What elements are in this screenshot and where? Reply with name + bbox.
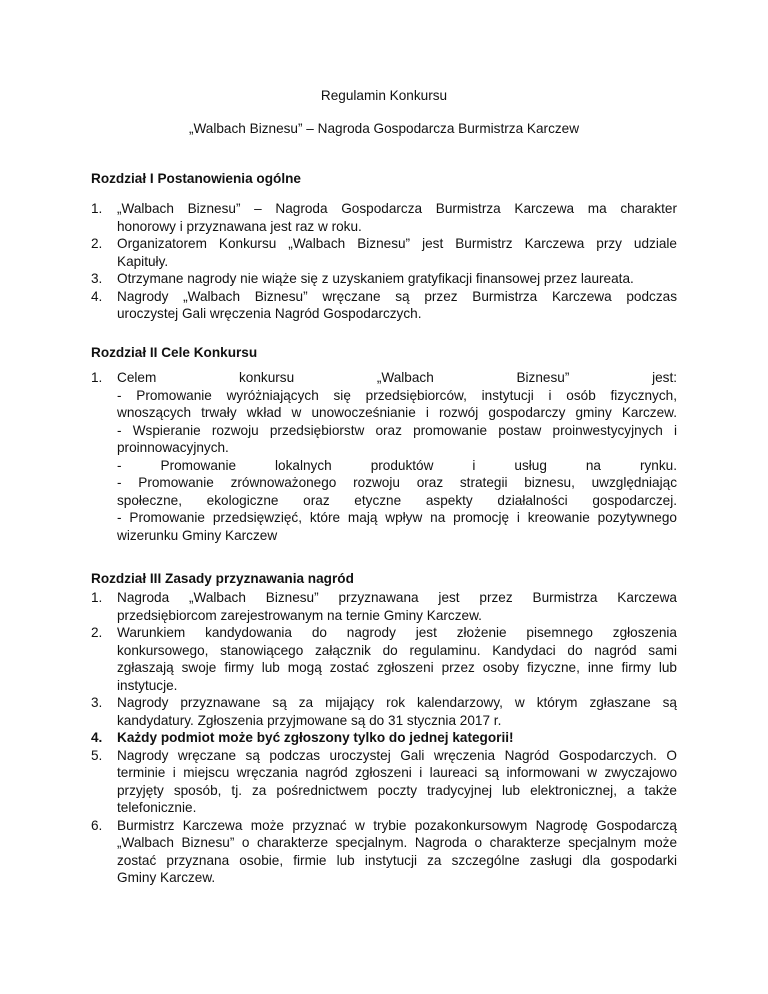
- list-item: [91, 817, 677, 887]
- chapter-heading: Rozdział II Cele Konkursu: [91, 345, 258, 360]
- list-item-line: telefonicznie.: [117, 800, 197, 815]
- list-item-line: zostać przyznana osobie, firmie lub instytucji za szczególne zasługi dla gospodarki: [117, 852, 677, 868]
- list-item-line: Burmistrz Karczewa może przyznać w trybie pozakonkursowym Nagrodę Gospodarczą: [117, 817, 677, 833]
- list-item-line: kandydatury. Zgłoszenia przyjmowane są do 31 stycznia 2017 r.: [117, 712, 502, 728]
- chapter-list: [91, 200, 677, 323]
- chapter-list: [91, 589, 677, 887]
- list-item-line: - Promowanie lokalnych produktów i usług na rynku.: [117, 457, 677, 473]
- list-item-line: Nagrody przyznawane są za mijający rok kalendarzowy, w którym zgłaszane są: [117, 695, 677, 710]
- list-item-line: społeczne, ekologiczne oraz etyczne aspekty działalności gospodarczej.: [117, 492, 677, 508]
- list-item: [91, 624, 677, 694]
- list-item-line: wizerunku Gminy Karczew: [117, 527, 278, 543]
- list-item-line: wnoszących trwały wkład w unowocześnianie i rozwój gospodarczy gminy Karczew.: [117, 405, 677, 420]
- list-item-line: - Wspieranie rozwoju przedsiębiorstw oraz promowanie postaw proinwestycyjnych i: [117, 422, 677, 438]
- list-item-line: Nagrody wręczane są podczas uroczystej Gali wręczenia Nagród Gospodarczych. O: [117, 747, 677, 763]
- chapter-heading: Rozdział III Zasady przyznawania nagród: [91, 571, 354, 586]
- list-item-number: 1.: [91, 370, 103, 385]
- list-item-line: „Walbach Biznesu” o charakterze specjalnym. Nagroda o charakterze specjalnym może: [117, 835, 677, 850]
- list-item-line: proinnowacyjnych.: [117, 440, 229, 455]
- list-item-line: instytucje.: [117, 677, 178, 693]
- list-item-line: - Promowanie wyróżniających się przedsiębiorców, instytucji i osób fizycznych,: [117, 387, 677, 403]
- list-item-line: Nagrody „Walbach Biznesu” wręczane są przez Burmistrza Karczewa podczas: [117, 288, 677, 304]
- list-item: [91, 694, 677, 729]
- document-title: Regulamin Konkursu: [320, 88, 448, 103]
- list-item: [91, 369, 677, 544]
- list-item-number: 4.: [91, 288, 103, 304]
- list-item-number: 4.: [91, 730, 103, 745]
- list-item-line: przedsiębiorcom zarejestrowanym na ternie Gminy Karczew.: [117, 607, 482, 623]
- list-item-line: terminie i miejscu wręczania nagród zgłoszeni i laureaci są informowani w zwyczajowo: [117, 765, 677, 780]
- list-item-line: konkursowego, stanowiącego załącznik do regulaminu. Kandydaci do nagród sami: [117, 642, 677, 658]
- chapter-list: [91, 369, 677, 544]
- list-item-line: Kapituły.: [117, 253, 169, 269]
- list-item-line: Organizatorem Konkursu „Walbach Biznesu” jest Burmistrz Karczewa przy udziale: [117, 236, 677, 251]
- list-item-number: 3.: [91, 271, 103, 286]
- list-item-number: 3.: [91, 695, 103, 710]
- list-item: [91, 270, 677, 288]
- list-item-line: uroczystej Gali wręczenia Nagród Gospodarczych.: [117, 306, 422, 321]
- chapter-heading: Rozdział I Postanowienia ogólne: [91, 171, 301, 186]
- list-item: [91, 200, 677, 235]
- list-item-line: przyjęty sposób, tj. za pośrednictwem poczty tradycyjnej lub elektronicznej, a także: [117, 782, 677, 798]
- list-item-line: Celem konkursu „Walbach Biznesu” jest:: [117, 370, 677, 385]
- list-item-line: Otrzymane nagrody nie wiąże się z uzyskaniem gratyfikacji finansowej przez laureata.: [117, 271, 634, 286]
- list-item-line: Nagroda „Walbach Biznesu” przyznawana jest przez Burmistrza Karczewa: [117, 590, 677, 605]
- list-item-line: honorowy i przyznawana jest raz w roku.: [117, 218, 362, 234]
- list-item-line: zgłaszają swoje firmy lub mogą zostać zgłoszeni przez osoby fizyczne, inne firmy lub: [117, 660, 677, 675]
- list-item-number: 2.: [91, 625, 103, 640]
- list-item-number: 1.: [91, 201, 103, 216]
- list-item: [91, 747, 677, 817]
- list-item: [91, 729, 677, 747]
- list-item-line: - Promowanie zrównoważonego rozwoju oraz strategii biznesu, uwzględniając: [117, 475, 677, 490]
- list-item-number: 2.: [91, 236, 103, 251]
- list-item: [91, 235, 677, 270]
- list-item-number: 5.: [91, 747, 103, 763]
- list-item-line: Gminy Karczew.: [117, 870, 216, 885]
- list-item-line: „Walbach Biznesu” – Nagroda Gospodarcza Burmistrza Karczewa ma charakter: [117, 201, 677, 216]
- list-item: [91, 589, 677, 624]
- list-item: [91, 288, 677, 323]
- list-item-line: - Promowanie przedsięwzięć, które mają wpływ na promocję i kreowanie pozytywnego: [117, 510, 677, 525]
- list-item-line: Warunkiem kandydowania do nagrody jest złożenie pisemnego zgłoszenia: [117, 625, 677, 640]
- document-subtitle: „Walbach Biznesu” – Nagroda Gospodarcza Burmistrza Karczew: [188, 121, 580, 136]
- list-item-line: Każdy podmiot może być zgłoszony tylko do jednej kategorii!: [117, 730, 514, 745]
- list-item-number: 1.: [91, 590, 103, 605]
- list-item-number: 6.: [91, 817, 103, 833]
